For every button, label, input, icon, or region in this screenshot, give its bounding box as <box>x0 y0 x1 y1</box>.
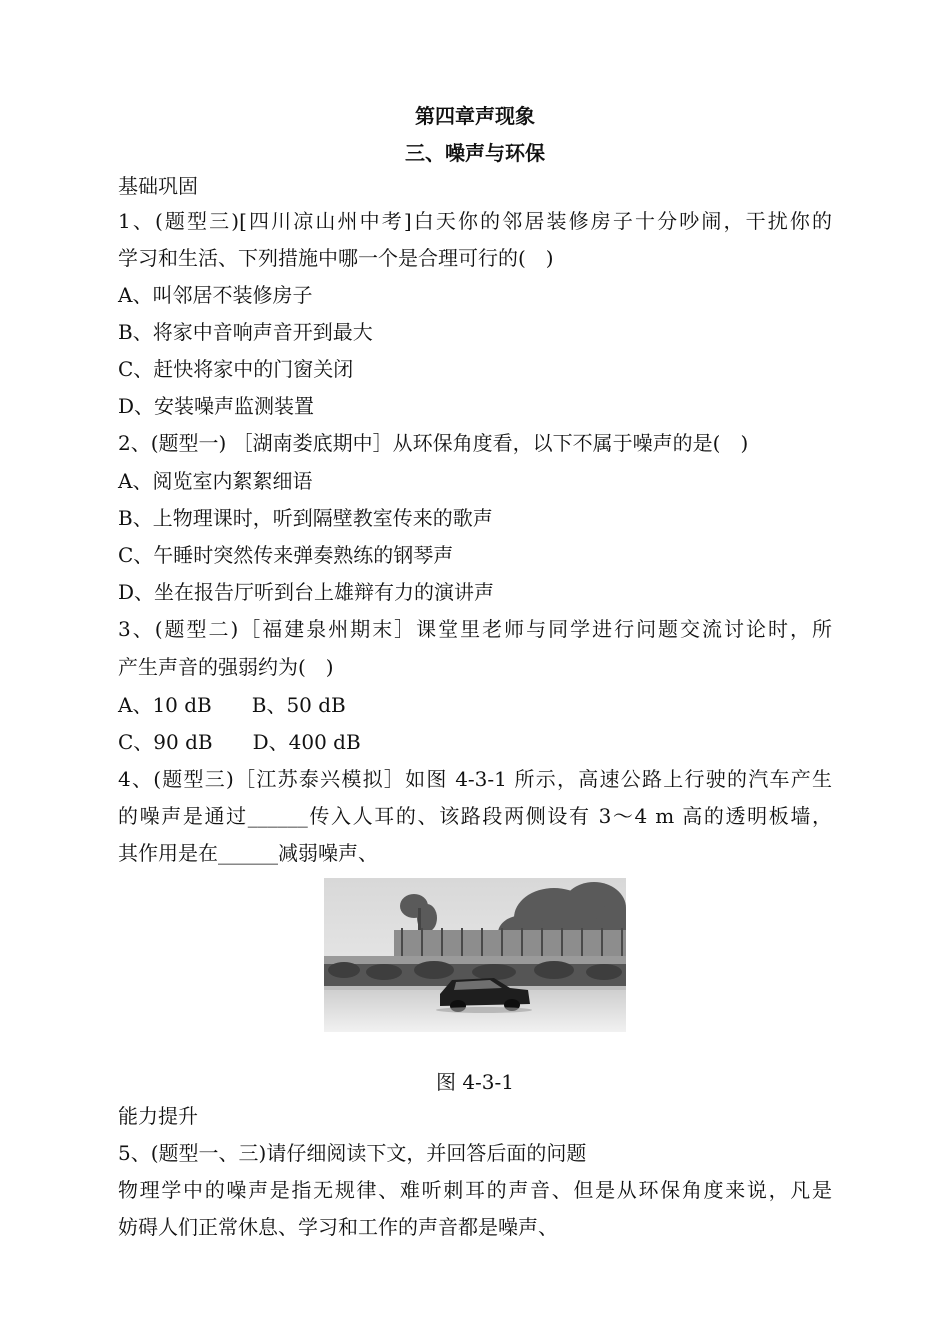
question-4-line-3: 其作用是在______减弱噪声、 <box>118 841 378 865</box>
chapter-title: 第四章声现象 <box>415 104 535 128</box>
question-3-line-2: 产生声音的强弱约为( ) <box>118 655 334 679</box>
question-3-line-1: 3、(题型二)［福建泉州期末］课堂里老师与同学进行问题交流讨论时，所 <box>118 617 832 641</box>
highway-noise-barrier-photo <box>324 878 626 1032</box>
question-3-options-ab: A、10 dB B、50 dB <box>118 693 346 717</box>
question-2-option-a: A、阅览室内絮絮细语 <box>118 469 313 493</box>
question-5-line-1: 5、(题型一、三)请仔细阅读下文，并回答后面的问题 <box>118 1141 587 1165</box>
figure-caption: 图 4-3-1 <box>435 1070 515 1094</box>
question-5-paragraph-line-2: 妨碍人们正常休息、学习和工作的声音都是噪声、 <box>118 1215 558 1239</box>
question-2-line-1: 2、(题型一) ［湖南娄底期中］从环保角度看，以下不属于噪声的是( ) <box>118 431 749 455</box>
question-4-line-1: 4、(题型三)［江苏泰兴模拟］如图 4-3-1 所示，高速公路上行驶的汽车产生 <box>118 767 832 791</box>
question-1-line-2: 学习和生活、下列措施中哪一个是合理可行的( ) <box>118 246 554 270</box>
question-1-option-a: A、叫邻居不装修房子 <box>118 283 313 307</box>
question-1-option-b: B、将家中音响声音开到最大 <box>118 320 373 344</box>
question-2-option-d: D、坐在报告厅听到台上雄辩有力的演讲声 <box>118 580 495 604</box>
question-4-line-2: 的噪声是通过______传入人耳的、该路段两侧设有 3～4 m 高的透明板墙， <box>118 804 832 828</box>
question-2-option-c: C、午睡时突然传来弹奏熟练的钢琴声 <box>118 543 454 567</box>
question-1-line-1: 1、(题型三)[四川凉山州中考]白天你的邻居装修房子十分吵闹，干扰你的 <box>118 209 832 233</box>
question-5-paragraph-line-1: 物理学中的噪声是指无规律、难听刺耳的声音、但是从环保角度来说，凡是 <box>118 1178 832 1202</box>
question-2-option-b: B、上物理课时，听到隔壁教室传来的歌声 <box>118 506 493 530</box>
heading-basic: 基础巩固 <box>118 174 198 198</box>
question-1-option-d: D、安装噪声监测装置 <box>118 394 315 418</box>
section-title: 三、噪声与环保 <box>405 141 545 165</box>
question-3-options-cd: C、90 dB D、400 dB <box>118 730 361 754</box>
question-1-option-c: C、赶快将家中的门窗关闭 <box>118 357 354 381</box>
heading-advanced: 能力提升 <box>118 1104 198 1128</box>
